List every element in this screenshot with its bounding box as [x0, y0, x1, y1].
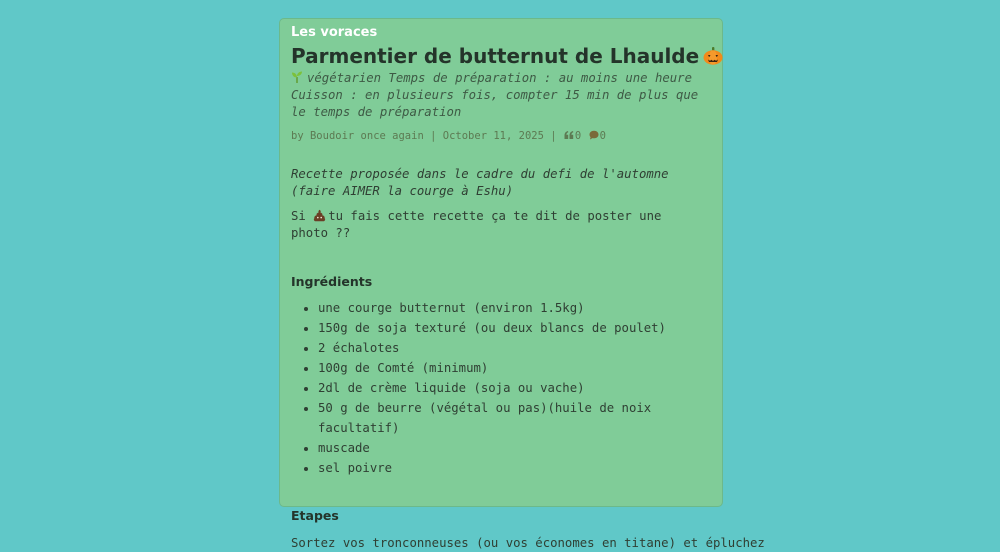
ingredient-item: • 2dl de crème liquide (soja ou vache): [318, 378, 705, 398]
ingredient-item: • 100g de Comté (minimum): [318, 358, 705, 378]
post-title[interactable]: [291, 43, 705, 69]
post-subtitle-text: végétarien Temps de préparation : au moins une heure Cuisson : en plusieurs fois, compter 15 min de plus que le temps de préparation: [291, 71, 699, 119]
quote-icon: [564, 130, 574, 140]
ingredient-item: • sel poivre: [318, 458, 705, 478]
post-title-text: Parmentier de butternut de Lhaulde: [291, 44, 700, 68]
steps-heading: Etapes: [291, 508, 339, 523]
ingredients-heading: Ingrédients: [291, 274, 373, 289]
post-meta: [291, 129, 705, 143]
meta-separator: |: [430, 130, 437, 142]
sprout-icon: [291, 71, 303, 83]
photo-request-prefix: Si: [291, 209, 306, 223]
meta-quotes[interactable]: [563, 130, 581, 142]
photo-request: [291, 208, 705, 242]
post-card: [279, 18, 765, 550]
ingredients-list: [291, 298, 705, 478]
comment-count: 0: [599, 130, 606, 142]
ingredient-item: • 150g de soja texturé (ou deux blancs de poulet): [318, 318, 705, 338]
meta-comments[interactable]: [588, 130, 606, 142]
ingredient-item: • muscade: [318, 438, 705, 458]
comment-icon: [589, 130, 599, 140]
pumpkin-icon: [703, 47, 723, 65]
meta-date[interactable]: October 11, 2025: [442, 130, 544, 142]
meta-separator: |: [550, 130, 557, 142]
post-subtitle: [291, 70, 705, 121]
steps-text: Sortez vos tronconneuses (ou vos économes en titane) et épluchez: [291, 536, 765, 550]
recipe-intro: Recette proposée dans le cadre du defi de l'automne (faire AIMER la courge à Eshu): [291, 167, 669, 198]
meta-author-link[interactable]: Boudoir once again: [309, 130, 424, 142]
poop-icon: [313, 209, 326, 222]
ingredient-item: • 2 échalotes: [318, 338, 705, 358]
ingredient-item: • une courge butternut (environ 1.5kg): [318, 298, 705, 318]
ingredient-item: • 50 g de beurre (végétal ou pas)(huile de noix facultatif): [318, 398, 705, 438]
photo-request-text: tu fais cette recette ça te dit de poster une photo ??: [291, 209, 662, 240]
quote-count: 0: [574, 130, 582, 142]
meta-author-prefix: by: [291, 130, 304, 142]
blog-name[interactable]: Les voraces: [291, 25, 378, 40]
